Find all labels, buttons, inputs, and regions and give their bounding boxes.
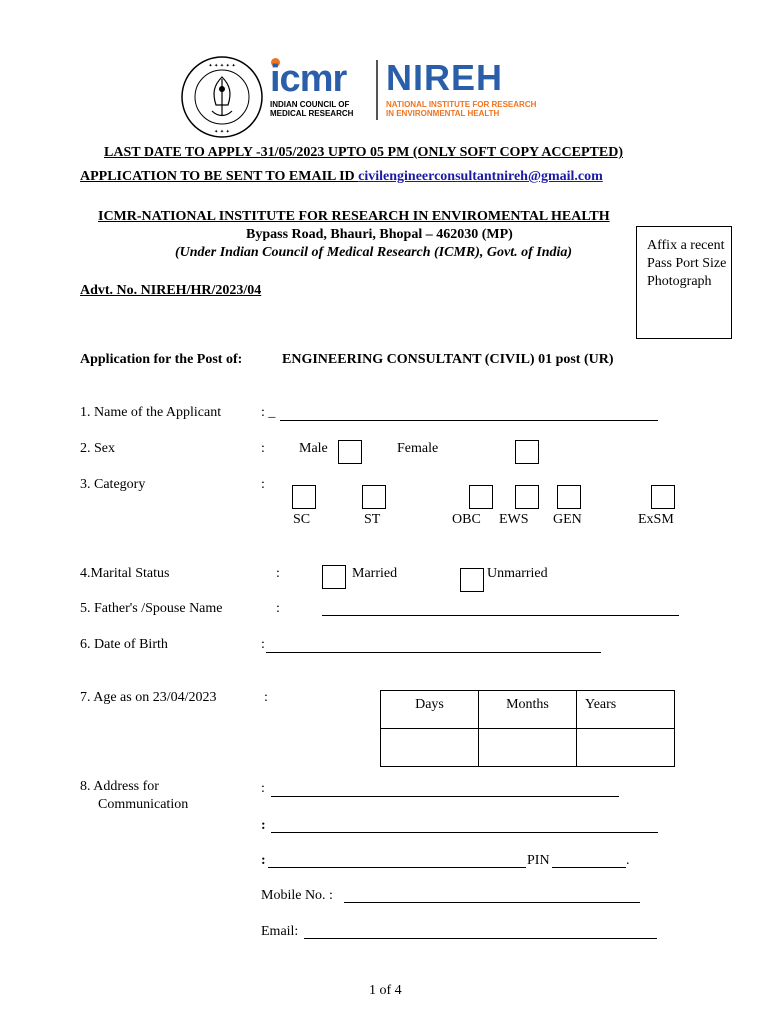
age-days-cell[interactable] [381,729,479,767]
sex-colon: : [261,441,265,456]
institute-name: ICMR-NATIONAL INSTITUTE FOR RESEARCH IN ENVIROMENTAL HEALTH [98,209,610,224]
address-label-1: 8. Address for [80,779,159,794]
mobile-field[interactable] [344,902,640,903]
svg-text:✦ ✦ ✦: ✦ ✦ ✦ [214,129,230,135]
category-label: 3. Category [80,477,146,492]
address-colon-1: : [261,781,265,796]
photo-line-1: Affix a recent [647,238,725,253]
photo-line-2: Pass Port Size [647,256,727,271]
category-obc-checkbox[interactable] [469,485,493,509]
father-field[interactable] [322,615,679,616]
address-line-2[interactable] [271,832,658,833]
dob-colon: : [261,637,265,652]
dob-field[interactable] [266,652,601,653]
icmr-tagline-1: INDIAN COUNCIL OF [270,100,350,109]
photo-line-3: Photograph [647,274,712,289]
application-email-link[interactable]: civilengineerconsultantnireh@gmail.com [358,169,603,184]
category-obc-label: OBC [452,512,481,527]
name-field[interactable] [280,420,658,421]
category-exsm-checkbox[interactable] [651,485,675,509]
marital-married-checkbox[interactable] [322,565,346,589]
post-label: Application for the Post of: [80,352,243,367]
marital-unmarried-label: Unmarried [487,566,548,581]
sex-female-checkbox[interactable] [515,440,539,464]
sex-male-label: Male [299,441,328,456]
pin-label: PIN [527,853,550,868]
post-value: ENGINEERING CONSULTANT (CIVIL) 01 post (UR) [282,352,614,367]
nireh-tagline-1: NATIONAL INSTITUTE FOR RESEARCH [386,100,537,109]
age-years-header: Years [577,691,675,729]
sex-label: 2. Sex [80,441,115,456]
send-to-prefix: APPLICATION TO BE SENT TO EMAIL ID [80,169,359,184]
pin-end: . [626,853,630,868]
age-years-cell[interactable] [577,729,675,767]
marital-unmarried-checkbox[interactable] [460,568,484,592]
page-number: 1 of 4 [369,983,402,998]
category-ews-checkbox[interactable] [515,485,539,509]
category-st-label: ST [364,512,381,527]
address-line-3[interactable] [268,867,526,868]
marital-married-label: Married [352,566,398,581]
name-label: 1. Name of the Applicant [80,405,222,420]
icmr-wordmark: icmr [270,58,347,100]
institute-under: (Under Indian Council of Medical Research (ICMR), Govt. of India) [175,245,573,260]
age-table-value-row [381,729,675,767]
email-field[interactable] [304,938,657,939]
age-table-header-row [381,691,675,729]
marital-colon: : [276,566,280,581]
send-to-notice [80,169,603,185]
category-gen-checkbox[interactable] [557,485,581,509]
category-ews-label: EWS [499,512,529,527]
age-days-header: Days [381,691,479,729]
category-gen-label: GEN [553,512,582,527]
name-colon: : _ [261,405,276,420]
address-label-2: Communication [98,797,189,812]
address-line-1[interactable] [271,796,619,797]
mobile-label: Mobile No. : [261,888,333,903]
sex-male-checkbox[interactable] [338,440,362,464]
pin-field[interactable] [552,867,626,868]
icmr-emblem-icon [180,55,264,139]
age-colon: : [264,690,268,705]
category-exsm-label: ExSM [638,512,674,527]
address-colon-2: : [261,818,266,833]
dob-label: 6. Date of Birth [80,637,168,652]
sex-female-label: Female [397,441,439,456]
advt-number: Advt. No. NIREH/HR/2023/04 [80,283,262,298]
category-sc-checkbox[interactable] [292,485,316,509]
logo-divider [376,60,378,120]
institute-address: Bypass Road, Bhauri, Bhopal – 462030 (MP) [246,227,513,242]
icmr-logo [270,58,370,118]
nireh-logo [386,58,536,118]
category-colon: : [261,477,265,492]
address-colon-3: : [261,853,266,868]
last-date-notice: LAST DATE TO APPLY -31/05/2023 UPTO 05 PM (ONLY SOFT COPY ACCEPTED) [104,145,623,160]
icmr-tagline-2: MEDICAL RESEARCH [270,109,354,118]
father-colon: : [276,601,280,616]
marital-label: 4.Marital Status [80,566,170,581]
age-months-header: Months [479,691,577,729]
category-sc-label: SC [293,512,311,527]
age-months-cell[interactable] [479,729,577,767]
photo-box [636,226,732,339]
age-label: 7. Age as on 23/04/2023 [80,690,217,705]
svg-text:✦ ✦ ✦ ✦ ✦: ✦ ✦ ✦ ✦ ✦ [208,63,236,69]
email-label: Email: [261,924,299,939]
nireh-wordmark: NIREH [386,57,504,98]
category-st-checkbox[interactable] [362,485,386,509]
age-table [380,690,675,767]
father-label: 5. Father's /Spouse Name [80,601,223,616]
nireh-tagline-2: IN ENVIRONMENTAL HEALTH [386,109,500,118]
